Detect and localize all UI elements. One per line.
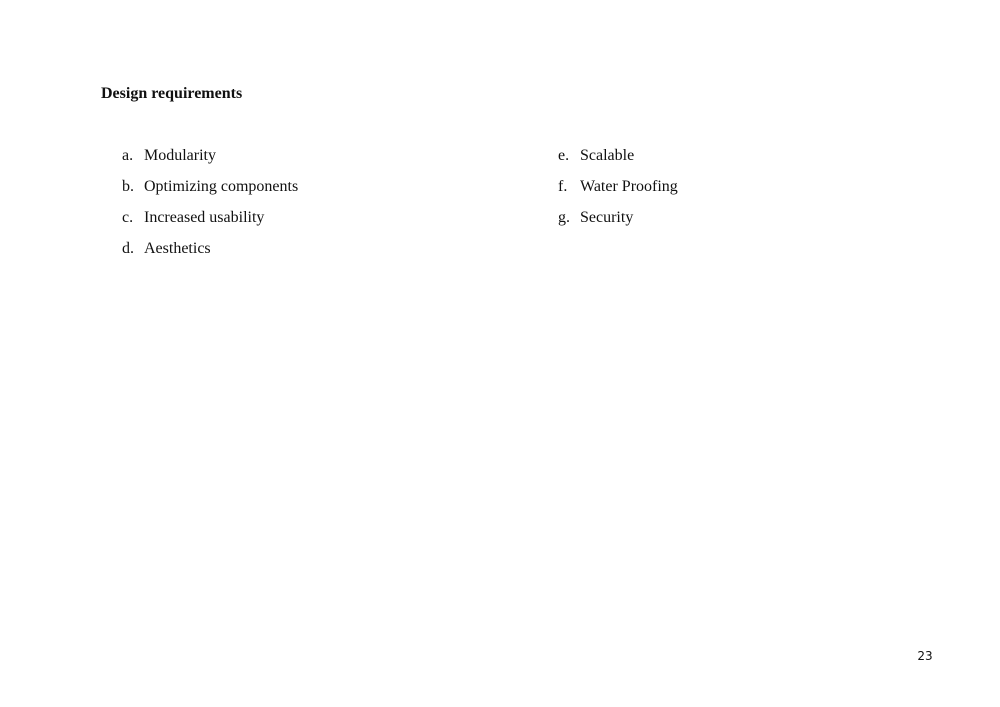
list-marker: f. [558,178,568,195]
list-item-text: Security [580,209,634,226]
list-item-text: Water Proofing [580,178,678,195]
requirements-list-right [558,146,678,239]
list-marker: g. [558,209,570,226]
requirements-list-left [122,146,298,270]
list-item [122,239,298,270]
list-item-text: Optimizing components [144,178,299,195]
list-item [122,146,298,177]
list-item [558,208,678,239]
list-item [558,146,678,177]
list-marker: c. [122,209,134,226]
list-item [122,177,298,208]
list-marker: e. [558,147,570,164]
list-item [558,177,678,208]
list-marker: b. [122,178,134,195]
list-item-text: Aesthetics [144,240,211,257]
page-number: 23 [917,649,933,663]
list-marker: d. [122,240,134,257]
list-item [122,208,298,239]
list-item-text: Scalable [580,147,635,164]
list-item-text: Modularity [144,147,216,164]
list-marker: a. [122,147,134,164]
section-heading: Design requirements [101,85,243,102]
list-item-text: Increased usability [144,209,265,226]
